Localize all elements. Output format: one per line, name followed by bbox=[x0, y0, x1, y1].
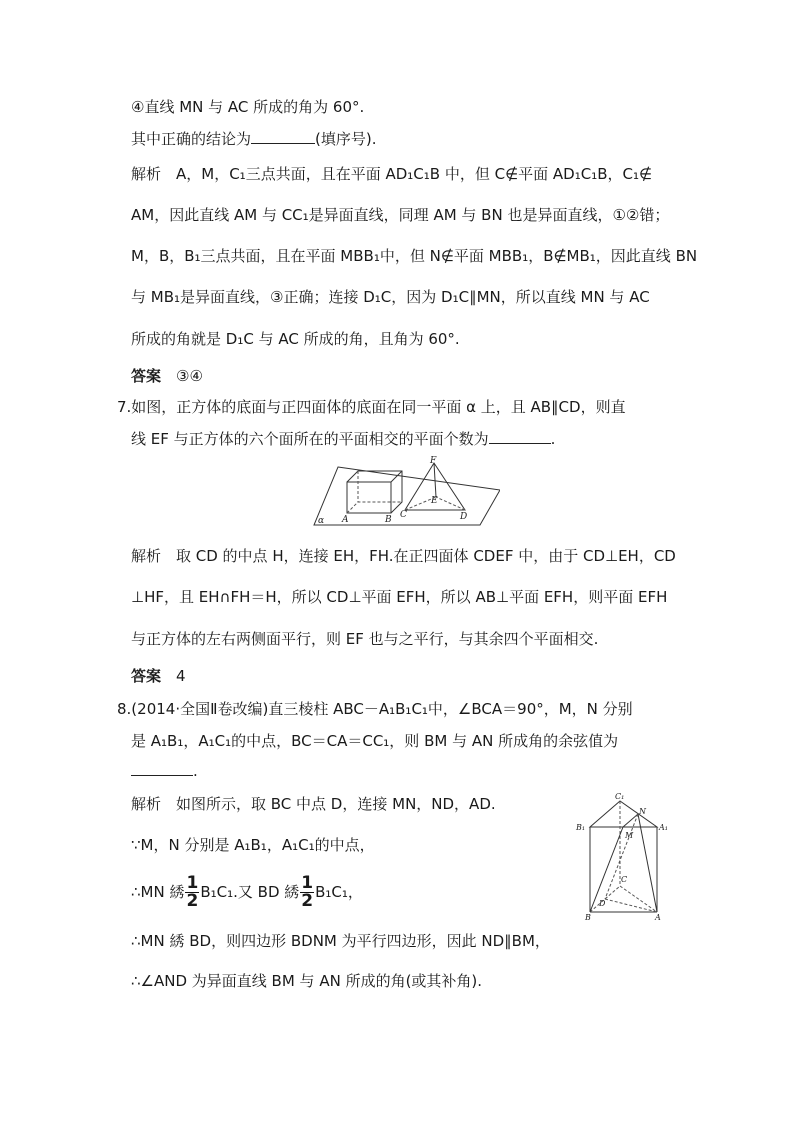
solution-8-line-4: ∴MN 綉 BD，则四边形 BDNM 为平行四边形，因此 ND∥BM， bbox=[131, 932, 550, 950]
solution-8-line-5: ∴∠AND 为异面直线 BM 与 AN 所成的角(或其补角). bbox=[131, 972, 483, 990]
question-8-line-2: 是 A₁B₁，A₁C₁的中点，BC＝CA＝CC₁，则 BM 与 AN 所成角的余弦值为 bbox=[131, 732, 619, 750]
solution-8-line-1: 解析 如图所示，取 BC 中点 D，连接 MN，ND，AD. bbox=[131, 795, 496, 813]
label-A1: A₁ bbox=[659, 823, 668, 832]
question-8-line-1: 8.(2014·全国Ⅱ卷改编)直三棱柱 ABC－A₁B₁C₁中，∠BCA＝90°，M，N 分别 bbox=[117, 700, 633, 718]
text-part: ∴MN 綉 bbox=[131, 883, 185, 901]
label-M: M bbox=[625, 831, 634, 840]
label-D: D bbox=[460, 512, 468, 522]
solution-6-line-1: 解析 A，M，C₁三点共面，且在平面 AD₁C₁B 中，但 C∉平面 AD₁C₁B，C₁∉ bbox=[131, 165, 653, 183]
label-C1: C₁ bbox=[615, 792, 625, 801]
solution-6-line-3: M，B，B₁三点共面，且在平面 MBB₁中，但 N∉平面 MBB₁，B∉MB₁，因此直线 BN bbox=[131, 247, 698, 265]
answer-value: ③④ bbox=[176, 367, 203, 385]
label-A: A bbox=[342, 515, 349, 525]
solution-7-line-1: 解析 取 CD 的中点 H，连接 EH，FH.在正四面体 CDEF 中，由于 CD⊥EH，CD bbox=[131, 547, 676, 565]
label-D: D bbox=[599, 899, 606, 908]
question-7-text: 线 EF 与正方体的六个面所在的平面相交的平面个数为 bbox=[131, 430, 489, 448]
label-alpha: α bbox=[318, 516, 325, 526]
solution-8-line-3 bbox=[131, 872, 363, 912]
solution-7-line-2: ⊥HF，且 EH∩FH＝H，所以 CD⊥平面 EFH，所以 AB⊥平面 EFH，则平面 EFH bbox=[131, 588, 668, 606]
text-part: B₁C₁， bbox=[315, 883, 363, 901]
label-B: B bbox=[585, 913, 591, 922]
text-part: B₁C₁.又 BD 綉 bbox=[200, 883, 300, 901]
label-F: F bbox=[430, 456, 437, 466]
solution-6-line-4: 与 MB₁是异面直线，③正确；连接 D₁C，因为 D₁C∥MN，所以直线 MN 与 AC bbox=[131, 288, 650, 306]
answer-7 bbox=[131, 666, 186, 686]
solution-8-line-2: ∵M，N 分别是 A₁B₁，A₁C₁的中点， bbox=[131, 836, 375, 854]
question-7-line-1: 7.如图，正方体的底面与正四面体的底面在同一平面 α 上，且 AB∥CD，则直 bbox=[117, 398, 626, 416]
label-C: C bbox=[621, 875, 628, 884]
prompt-suffix: (填序号). bbox=[315, 130, 377, 148]
answer-blank bbox=[131, 761, 193, 776]
label-B1: B₁ bbox=[576, 823, 586, 832]
label-N: N bbox=[639, 807, 646, 816]
answer-6 bbox=[131, 366, 203, 386]
question-8-suffix: . bbox=[193, 762, 198, 780]
question-7-line-2 bbox=[131, 429, 555, 449]
answer-blank bbox=[489, 429, 551, 444]
solution-7-line-3: 与正方体的左右两侧面平行，则 EF 也与之平行，与其余四个平面相交. bbox=[131, 630, 599, 648]
answer-value: 4 bbox=[176, 667, 186, 685]
figure-triangular-prism bbox=[575, 790, 675, 922]
question-prompt bbox=[131, 129, 377, 149]
label-A: A bbox=[655, 913, 661, 922]
question-7-suffix: . bbox=[550, 430, 556, 448]
label-E: E bbox=[431, 496, 438, 506]
statement-4: ④直线 MN 与 AC 所成的角为 60°. bbox=[131, 98, 365, 116]
fraction-one-half: $\frac{1}{2}$ bbox=[186, 873, 199, 911]
answer-label: 答案 bbox=[131, 667, 162, 685]
label-B: B bbox=[385, 515, 392, 525]
solution-6-line-5: 所成的角就是 D₁C 与 AC 所成的角，且角为 60°. bbox=[131, 330, 460, 348]
fraction-one-half: $\frac{1}{2}$ bbox=[301, 873, 314, 911]
prompt-text: 其中正确的结论为 bbox=[131, 130, 252, 148]
label-C: C bbox=[400, 510, 407, 520]
solution-6-line-2: AM，因此直线 AM 与 CC₁是异面直线，同理 AM 与 BN 也是异面直线，①②错； bbox=[131, 206, 670, 224]
answer-label: 答案 bbox=[131, 367, 162, 385]
figure-cube-tetrahedron bbox=[310, 455, 500, 530]
question-8-line-3 bbox=[131, 761, 198, 781]
answer-blank bbox=[251, 129, 315, 144]
